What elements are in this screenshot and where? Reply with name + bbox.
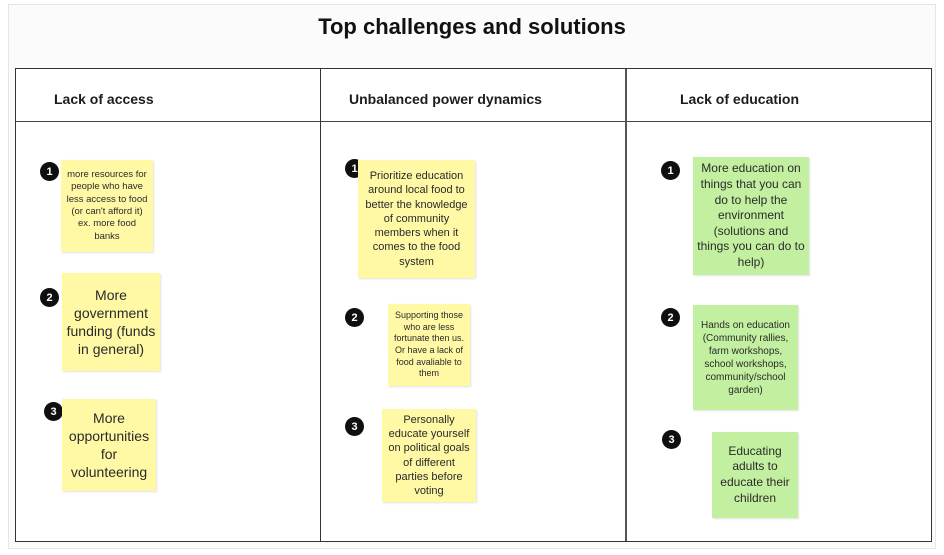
sticky-note[interactable]: Hands on education (Community rallies, farm workshops, school workshops, community/school garden) — [693, 305, 798, 410]
priority-badge-1: 1 — [345, 159, 364, 178]
column-divider — [625, 69, 627, 541]
column-heading-lack-of-education: Lack of education — [680, 91, 800, 107]
sticky-note[interactable]: More education on things that you can do to help the environment (solutions and things you can do to help) — [693, 157, 809, 275]
priority-badge-2: 2 — [345, 308, 364, 327]
column-divider — [320, 69, 321, 541]
priority-badge-2: 2 — [661, 308, 680, 327]
sticky-note[interactable]: Educating adults to educate their children — [712, 432, 798, 518]
priority-badge-3: 3 — [345, 417, 364, 436]
priority-badge-1: 1 — [661, 161, 680, 180]
sticky-note[interactable]: Supporting those who are less fortunate then us. Or have a lack of food avaliable to them — [388, 304, 470, 386]
priority-badge-3: 3 — [662, 430, 681, 449]
priority-badge-3: 3 — [44, 402, 63, 421]
sticky-note[interactable]: More opportunities for volunteering — [62, 399, 156, 491]
header-divider — [16, 121, 931, 122]
board-title: Top challenges and solutions — [318, 14, 626, 39]
sticky-note[interactable]: Prioritize education around local food to better the knowledge of community members when it comes to the food system — [358, 160, 475, 278]
column-heading-power-dynamics: Unbalanced power dynamics — [349, 91, 542, 107]
sticky-note[interactable]: Personally educate yourself on political goals of different parties before voting — [382, 409, 476, 502]
column-heading-lack-of-access: Lack of access — [54, 91, 154, 107]
priority-badge-2: 2 — [40, 288, 59, 307]
sticky-note[interactable]: More government funding (funds in general) — [62, 273, 160, 371]
sticky-note[interactable]: more resources for people who have less access to food (or can't afford it) ex. more food banks — [61, 160, 153, 252]
priority-badge-1: 1 — [40, 162, 59, 181]
